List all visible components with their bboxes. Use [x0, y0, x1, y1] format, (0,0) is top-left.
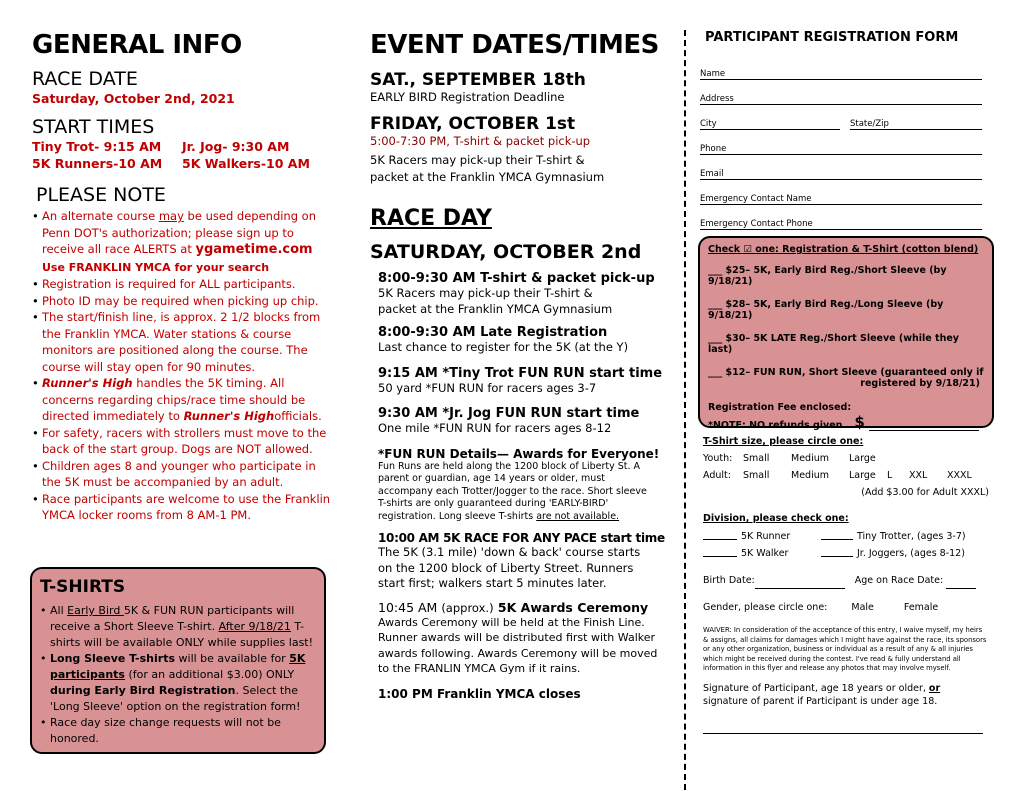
event-title: 1:00 PM Franklin YMCA closes	[378, 686, 581, 701]
event-body: Last chance to register for the 5K (at the Y)	[378, 340, 629, 354]
start-time-jr-jog: Jr. Jog- 9:30 AM	[182, 139, 290, 154]
city-field[interactable]: City	[700, 105, 840, 130]
division-check[interactable]	[821, 528, 853, 540]
size-option[interactable]: Large	[849, 453, 876, 464]
size-option[interactable]: Small	[743, 453, 770, 464]
emergency-contact-name-field[interactable]: Emergency Contact Name	[700, 180, 982, 205]
division-heading: Division, please check one:	[703, 513, 849, 524]
friday-time: 5:00-7:30 PM, T-shirt & packet pick-up	[370, 134, 591, 148]
note-item: • Runner's High handles the 5K timing. All concerns regarding chips/race time should be directed immediately to Runner's Highofficials.	[32, 375, 332, 425]
birth-date-field[interactable]	[755, 577, 845, 589]
size-option[interactable]: XXL	[909, 470, 928, 481]
size-option[interactable]: L	[887, 470, 893, 481]
age-field[interactable]	[946, 577, 976, 589]
contact-fields	[700, 55, 982, 230]
dollar-sign: $	[854, 413, 865, 431]
fee-amount-field[interactable]	[869, 417, 979, 431]
gender-row: Gender, please circle one: Male Female	[703, 599, 993, 616]
phone-field[interactable]: Phone	[700, 130, 982, 155]
race-date-heading: RACE DATE	[32, 68, 138, 90]
event-body: Fun Runs are held along the 1200 block of Liberty St. A parent or guardian, age 14 years or older, must accompany each Trotter/Jogger to the race. Short sleeve T-shirts are only guaranteed during 'EARLY-BIRD' registration. Long sleeve T-shirts are not available.	[378, 460, 647, 522]
size-option[interactable]: Medium	[791, 453, 829, 464]
event-title: 8:00-9:30 AM Late Registration	[378, 325, 608, 340]
start-times-heading: START TIMES	[32, 116, 155, 138]
division-grid: 5K Runner Tiny Trotter, (ages 3-7) 5K Walker Jr. Joggers, (ages 8-12)	[703, 528, 993, 562]
event-title: *FUN RUN Details— Awards for Everyone!	[378, 446, 660, 461]
tshirts-list	[40, 603, 316, 747]
start-time-tiny-trot: Tiny Trot- 9:15 AM	[32, 139, 162, 154]
state-zip-field[interactable]: State/Zip	[850, 105, 982, 130]
form-lower-section	[703, 436, 993, 734]
size-option[interactable]: Medium	[791, 470, 829, 481]
tshirt-size-heading: T-Shirt size, please circle one:	[703, 436, 864, 447]
tshirts-title: T-SHIRTS	[40, 577, 126, 597]
check-one-heading: Check ☑ one: Registration & T-Shirt (cotton blend)	[708, 244, 979, 255]
note-item: • For safety, racers with strollers must move to the back of the start group. Dogs are NOT allowed.	[32, 425, 332, 458]
event-title: 8:00-9:30 AM T-shirt & packet pick-up	[378, 271, 655, 286]
birth-age-row: Birth Date: Age on Race Date:	[703, 572, 993, 589]
size-option[interactable]: Large	[849, 470, 876, 481]
tshirt-size-grid: Youth: Small Medium Large Adult: Small Medium Large L XXL XXXL	[703, 450, 993, 484]
saturday-october-heading: SATURDAY, OCTOBER 2nd	[370, 241, 642, 263]
event-title: 9:15 AM *Tiny Trot FUN RUN start time	[378, 365, 663, 381]
form-title: PARTICIPANT REGISTRATION FORM	[705, 30, 959, 45]
event-body: The 5K (3.1 mile) 'down & back' course starts on the 1200 block of Liberty Street. Runners start first; walkers start 5 minutes later.	[378, 545, 641, 590]
division-check[interactable]	[703, 545, 737, 557]
division-check[interactable]	[703, 528, 737, 540]
cut-line-divider	[684, 30, 686, 790]
checkbox-icon: ☑	[743, 244, 752, 255]
option-fun-run[interactable]: ___ $12– FUN RUN, Short Sleeve (guaranteed only if registered by 9/18/21)	[708, 367, 984, 389]
race-date: Saturday, October 2nd, 2021	[32, 91, 235, 106]
waiver-text: WAIVER: In consideration of the acceptance of this entry, I waive myself, my heirs & assigns, all claims for damages which I might have against the race, its sponsors or any other organization, business or individual as a result of any & all injuries which might be received during the contest. I've read & fully understand all information in this flyer and release any photos that may involve myself.	[703, 626, 987, 672]
sat-sept-heading: SAT., SEPTEMBER 18th	[370, 70, 586, 90]
note-item: • Photo ID may be required when picking up chip.	[32, 293, 332, 310]
note-item: • Registration is required for ALL participants.	[32, 276, 332, 293]
please-note-heading: PLEASE NOTE	[36, 184, 166, 206]
option-early-short[interactable]: ___ $25– 5K, Early Bird Reg./Short Sleeve (by 9/18/21)	[708, 265, 947, 287]
note-item: • An alternate course may be used depending on Penn DOT's authorization; please sign up to receive all race ALERTS at ygametime.com Use FRANKLIN YMCA for your search	[32, 208, 332, 276]
general-info-column	[32, 30, 332, 524]
friday-heading: FRIDAY, OCTOBER 1st	[370, 114, 576, 134]
signature-instructions: Signature of Participant, age 18 years or older, or signature of parent if Participant is under age 18.	[703, 682, 941, 707]
registration-options-box	[698, 236, 994, 431]
tshirt-item: • All Early Bird 5K & FUN RUN participants will receive a Short Sleeve T-shirt. After 9/18/21 T-shirts will be available ONLY while supplies last!	[40, 603, 316, 651]
event-body: 50 yard *FUN RUN for racers ages 3-7	[378, 380, 597, 395]
event-body: One mile *FUN RUN for racers ages 8-12	[378, 421, 612, 435]
start-time-5k-runners: 5K Runners-10 AM	[32, 156, 163, 171]
event-body: 5K Racers may pick-up their T-shirt & packet at the Franklin YMCA Gymnasium	[378, 286, 613, 316]
address-field[interactable]: Address	[700, 80, 982, 105]
city-state-row	[700, 105, 982, 130]
event-body: Awards Ceremony will be held at the Finish Line. Runner awards will be distributed first with Walker awards following. Awards Ceremony will be moved to the FRANLIN YMCA Gym if it rains.	[378, 615, 658, 675]
notes-list	[32, 208, 332, 524]
option-early-long[interactable]: ___ $28– 5K, Early Bird Reg./Long Sleeve (by 9/18/21)	[708, 299, 944, 321]
event-title: 10:45 AM (approx.) 5K Awards Ceremony	[378, 599, 649, 615]
signature-field[interactable]	[703, 708, 983, 734]
name-field[interactable]: Name	[700, 55, 982, 80]
fee-heading: Registration Fee enclosed:	[708, 402, 852, 413]
division-check[interactable]	[821, 545, 853, 557]
xxxl-note: (Add $3.00 for Adult XXXL)	[861, 487, 989, 498]
registration-form-column	[700, 30, 992, 230]
early-bird-deadline: EARLY BIRD Registration Deadline	[370, 90, 565, 104]
event-title: 9:30 AM *Jr. Jog FUN RUN start time	[378, 406, 640, 421]
event-title: 10:00 AM 5K RACE FOR ANY PACE start time	[378, 531, 665, 545]
email-field[interactable]: Email	[700, 155, 982, 180]
friday-body: 5K Racers may pick-up their T-shirt & packet at the Franklin YMCA Gymnasium	[370, 153, 605, 184]
size-option[interactable]: Small	[743, 470, 770, 481]
fee-row	[708, 413, 984, 431]
option-late-short[interactable]: ___ $30– 5K LATE Reg./Short Sleeve (while they last)	[708, 333, 959, 355]
note-item: • The start/finish line, is approx. 2 1/2 blocks from the Franklin YMCA. Water stations & course monitors are positioned along the course. The course will stay open for 90 minutes.	[32, 309, 332, 375]
tshirt-item: • Race day size change requests will not be honored.	[40, 715, 316, 747]
event-dates-column	[370, 30, 670, 701]
start-time-5k-walkers: 5K Walkers-10 AM	[182, 156, 310, 171]
gender-male[interactable]: Male	[851, 602, 874, 613]
race-day-events	[378, 271, 670, 701]
tshirt-item: • Long Sleeve T-shirts will be available for 5K participants (for an additional $3.00) ONLY during Early Bird Registration. Select the 'Long Sleeve' option on the registration form!	[40, 651, 316, 715]
note-item: • Children ages 8 and younger who participate in the 5K must be accompanied by an adult.	[32, 458, 332, 491]
note-item: • Race participants are welcome to use the Franklin YMCA locker rooms from 8 AM-1 PM.	[32, 491, 332, 524]
size-option[interactable]: XXXL	[947, 470, 972, 481]
general-info-title: GENERAL INFO	[32, 30, 242, 60]
race-day-heading: RACE DAY	[370, 206, 492, 231]
tshirts-box	[30, 567, 326, 754]
start-times	[32, 138, 332, 172]
emergency-contact-phone-field[interactable]: Emergency Contact Phone	[700, 205, 982, 230]
event-dates-title: EVENT DATES/TIMES	[370, 30, 659, 60]
gender-female[interactable]: Female	[903, 602, 939, 613]
refund-note: *NOTE: NO refunds given	[708, 420, 843, 431]
